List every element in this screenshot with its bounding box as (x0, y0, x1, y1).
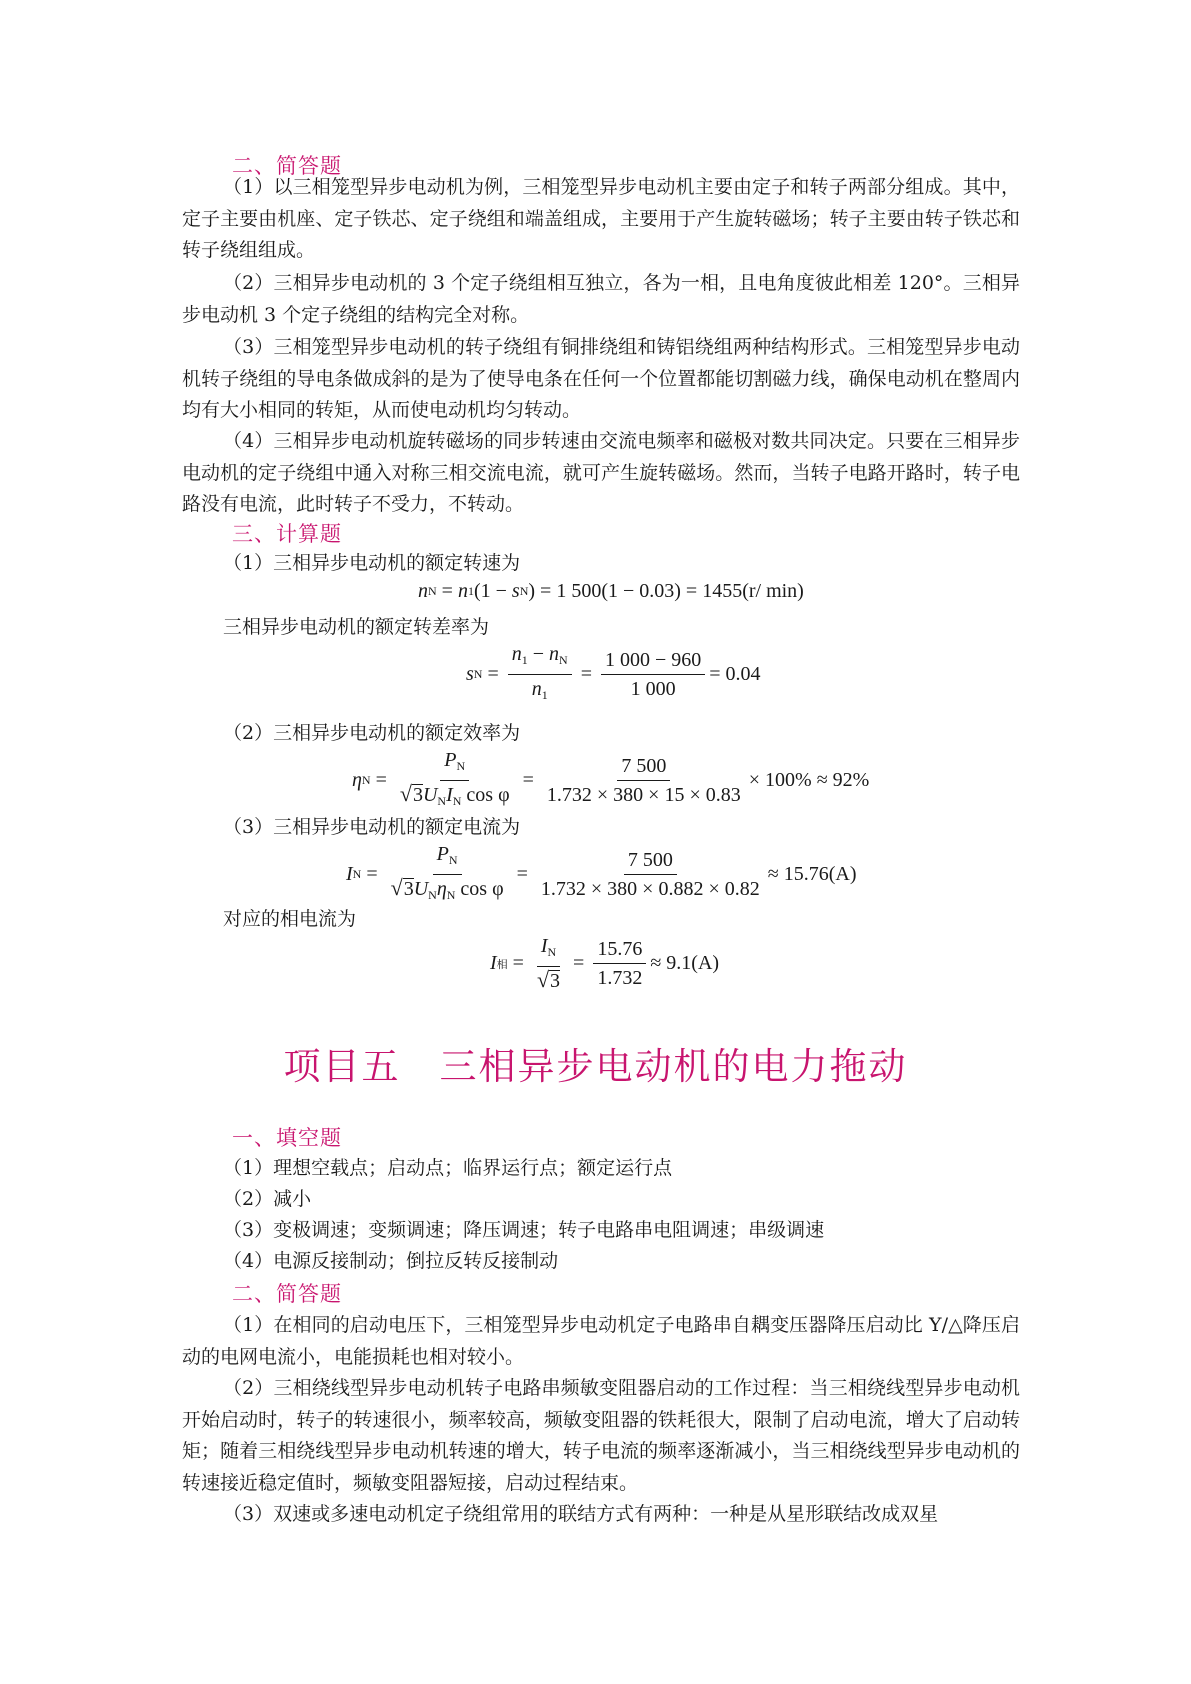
fraction: $\frac{15.76}{1.732}$ (593, 937, 646, 990)
question-label: （3）三相异步电动机的额定电流为 (223, 816, 521, 838)
fraction: $\frac{1 000 - 960}{1 000}$ (601, 648, 705, 701)
answer-paragraph: （2）三相绕线型异步电动机转子电路串频敏变阻器启动的工作过程：当三相绕线型异步电动机开始启动时，转子的转速很小，频率较高，频敏变阻器的铁耗很大，限制了启动电流，增大了启动转矩；随着三相绕线型异步电动机转速的增大，转子电流的频率逐渐减小，当三相绕线型异步电动机的转速接近稳定值时，频敏变阻器短接，启动过程结束。 (182, 1377, 1020, 1494)
eq-text: ) = 1 500(1 − 0.03) = 1455(r/ min) (528, 580, 804, 602)
section-heading-short-answer: 二、简答题 (232, 154, 342, 178)
eq-subscript: N (519, 584, 529, 598)
section-heading-calculation: 三、计算题 (232, 522, 342, 546)
fraction: $P_N$ √ 3 $U_N\eta_N$ cos φ (390, 843, 504, 902)
equation-rated-current: I N = $P_N$ √ 3 $U_N\eta_N$ cos φ = $\frac{7 500}{1.732 \times 380 \times 0.882 \times 0.82}$ ≈ 15.76(A) (346, 842, 857, 907)
answer-paragraph: （3）双速或多速电动机定子绕组常用的联结方式有两种：一种是从星形联结改成双星 (223, 1503, 939, 1525)
equation-rated-slip: s N = $\frac{n_1 - n_N}{n_1}$ = $\frac{1 000 - 960}{1 000}$ = 0.04 (466, 642, 761, 707)
fill-answer: （3）变极调速；变频调速；降压调速；转子电路串电阻调速；串级调速 (223, 1219, 825, 1241)
eq-text: (1 − (473, 580, 512, 602)
question-label: 三相异步电动机的额定转差率为 (223, 616, 490, 638)
equation-rated-speed: n N = n 1 (1 − s N ) = 1 500(1 − 0.03) = 1455(r/ min) (418, 580, 804, 602)
fraction: $\frac{n_1 - n_N}{n_1}$ (508, 642, 572, 707)
answer-paragraph: （2）三相异步电动机的 3 个定子绕组相互独立，各为一相，且电角度彼此相差 120°。三相异步电动机 3 个定子绕组的结构完全对称。 (182, 272, 1020, 326)
eq-subscript: 1 (467, 584, 474, 598)
answer-paragraph: （1）在相同的启动电压下，三相笼型异步电动机定子电路串自耦变压器降压启动比 Y/△降压启动的电网电流小，电能损耗也相对较小。 (182, 1314, 1020, 1368)
eq-symbol: n (418, 580, 428, 602)
equation-rated-efficiency: η N = $P_N$ √ 3 $U_NI_N$ cos φ = $\frac{7 500}{1.732 \times 380 \times 15 \times 0.83}$ × 100% ≈ 92% (352, 748, 869, 813)
fraction: $\frac{7 500}{1.732 \times 380 \times 15 \times 0.83}$ (546, 755, 741, 806)
question-label: 对应的相电流为 (223, 908, 357, 930)
fraction: $P_N$ √ 3 $U_NI_N$ cos φ (399, 749, 510, 808)
eq-symbol: s (466, 663, 474, 685)
answer-paragraph: （4）三相异步电动机旋转磁场的同步转速由交流电频率和磁极对数共同决定。只要在三相异步电动机的定子绕组中通入对称三相交流电流，就可产生旋转磁场。然而，当转子电路开路时，转子电路没有电流，此时转子不受力，不转动。 (182, 430, 1020, 515)
answer-paragraph: （3）三相笼型异步电动机的转子绕组有铜排绕组和铸铝绕组两种结构形式。三相笼型异步电动机转子绕组的导电条做成斜的是为了使导电条在任何一个位置都能切割磁力线，确保电动机在整周内均有大小相同的转矩，从而使电动机均匀转动。 (182, 336, 1020, 421)
eq-subscript: N (473, 667, 483, 681)
answer-paragraph: （1）以三相笼型异步电动机为例，三相笼型异步电动机主要由定子和转子两部分组成。其中，定子主要由机座、定子铁芯、定子绕组和端盖组成，主要用于产生旋转磁场；转子主要由转子铁芯和转子绕组组成。 (182, 176, 1020, 261)
fraction: $I_N$ √ 3 (536, 935, 561, 992)
equation-phase-current: I 相 = $I_N$ √ 3 = $\frac{15.76}{1.732}$ ≈ 9.1(A) (490, 935, 720, 992)
eq-symbol: s (511, 580, 520, 602)
question-label: （1）三相异步电动机的额定转速为 (223, 552, 521, 574)
fraction: $\frac{7 500}{1.732 \times 380 \times 0.882 \times 0.82}$ (540, 849, 760, 900)
eq-symbol: n (457, 580, 468, 602)
fill-answer: （1）理想空载点；启动点；临界运行点；额定运行点 (223, 1157, 673, 1179)
eq-text: = 0.04 (709, 663, 761, 685)
eq-subscript: N (428, 584, 437, 598)
section-heading-short-answer: 二、简答题 (232, 1282, 342, 1306)
fill-answer: （4）电源反接制动；倒拉反转反接制动 (223, 1250, 559, 1272)
fill-answer: （2）减小 (223, 1188, 312, 1210)
section-heading-fill-in: 一、填空题 (232, 1126, 342, 1150)
question-label: （2）三相异步电动机的额定效率为 (223, 722, 521, 744)
project-title: 项目五 三相异步电动机的电力拖动 (283, 1045, 908, 1088)
